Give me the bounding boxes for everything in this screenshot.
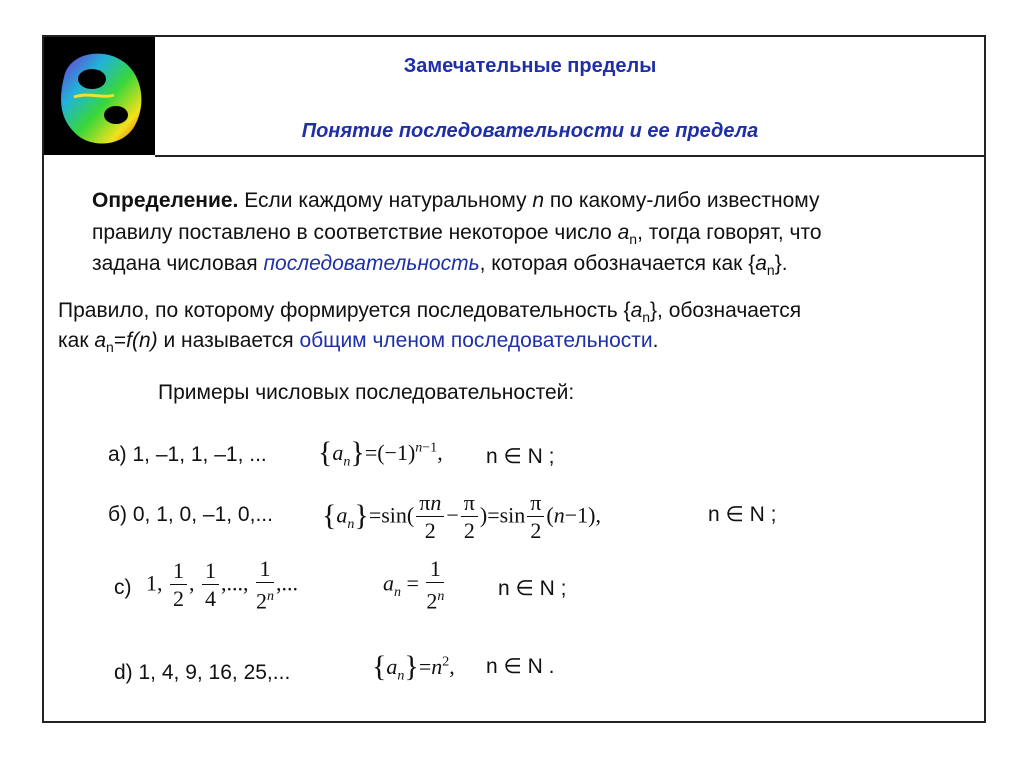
definition-text: задана числовая [92, 252, 264, 275]
variable-a: a [94, 329, 107, 352]
rule-line-2 [58, 328, 659, 360]
example-c-formula: $a_n$ = $\frac{1}{2^n}$ [383, 556, 445, 614]
subscript-n: n [629, 231, 638, 248]
example-d-domain: n ∈ N . [486, 655, 555, 678]
example-a-label: а) 1, –1, 1, –1, ... [108, 443, 267, 466]
header-divider [155, 155, 985, 157]
definition-text: , тогда говорят, что [637, 221, 822, 244]
definition-label: Определение. [92, 189, 239, 212]
example-c-domain: n ∈ N ; [498, 577, 567, 600]
example-b-domain: n ∈ N ; [708, 503, 777, 526]
example-b-formula: $\{a_n\}=\sin$( $\frac{\pi n}{2}$ − $\frac{\pi}{2}$ )=sin $\frac{\pi}{2}$ (n−1), [322, 490, 601, 543]
definition-text: по какому-либо известному [544, 189, 820, 212]
function-f: f [126, 329, 132, 352]
rule-text: }, обозначается [650, 299, 802, 322]
examples-heading: Примеры числовых последовательностей: [158, 381, 575, 404]
subscript-n: n [766, 262, 775, 279]
rule-text: . [652, 329, 659, 352]
variable-a: a [630, 299, 643, 322]
example-a-formula: $\{a_n\}=(-1)^{n-1}$, [318, 436, 443, 470]
example-d-formula: $\{a_n\}=n^2$, [372, 650, 455, 684]
rule-text: и называется [157, 329, 300, 352]
variable-a: a [617, 221, 630, 244]
subscript-n: n [642, 309, 651, 326]
definition-line-3 [92, 251, 788, 283]
definition-line-1 [92, 188, 819, 214]
rule-text: Правило, по которому формируется последовательность { [58, 299, 631, 322]
subscript-n: n [106, 339, 114, 356]
example-a-domain: n ∈ N ; [486, 445, 555, 468]
slide-title: Замечательные пределы [403, 55, 657, 77]
equals-sign: = [113, 329, 127, 352]
definition-text: правилу поставлено в соответствие некоторое число [92, 221, 618, 244]
definition-line-2 [92, 220, 822, 252]
variable-n: n [532, 189, 545, 212]
term-sequence: последовательность [263, 252, 480, 275]
example-c-sequence: 1, $\frac{1}{2}$ , $\frac{1}{4}$ ,..., $\frac{1}{2^n}$ ,... [146, 556, 298, 614]
slide-subtitle: Понятие последовательности и ее предела [301, 120, 759, 142]
rule-text: как [58, 329, 95, 352]
term-general-member: общим членом последовательности [299, 329, 653, 352]
definition-text: , которая обозначается как { [479, 252, 756, 275]
example-b-label: б) 0, 1, 0, –1, 0,... [108, 503, 273, 526]
function-arg: (n) [131, 329, 158, 352]
definition-text: }. [774, 252, 788, 275]
variable-a: a [755, 252, 767, 275]
torus-logo [44, 37, 155, 155]
definition-text: Если каждому натуральному [238, 189, 533, 212]
rule-line-1 [58, 298, 801, 330]
example-d-label: d) 1, 4, 9, 16, 25,... [114, 661, 291, 684]
example-c-label: c) [114, 576, 132, 599]
